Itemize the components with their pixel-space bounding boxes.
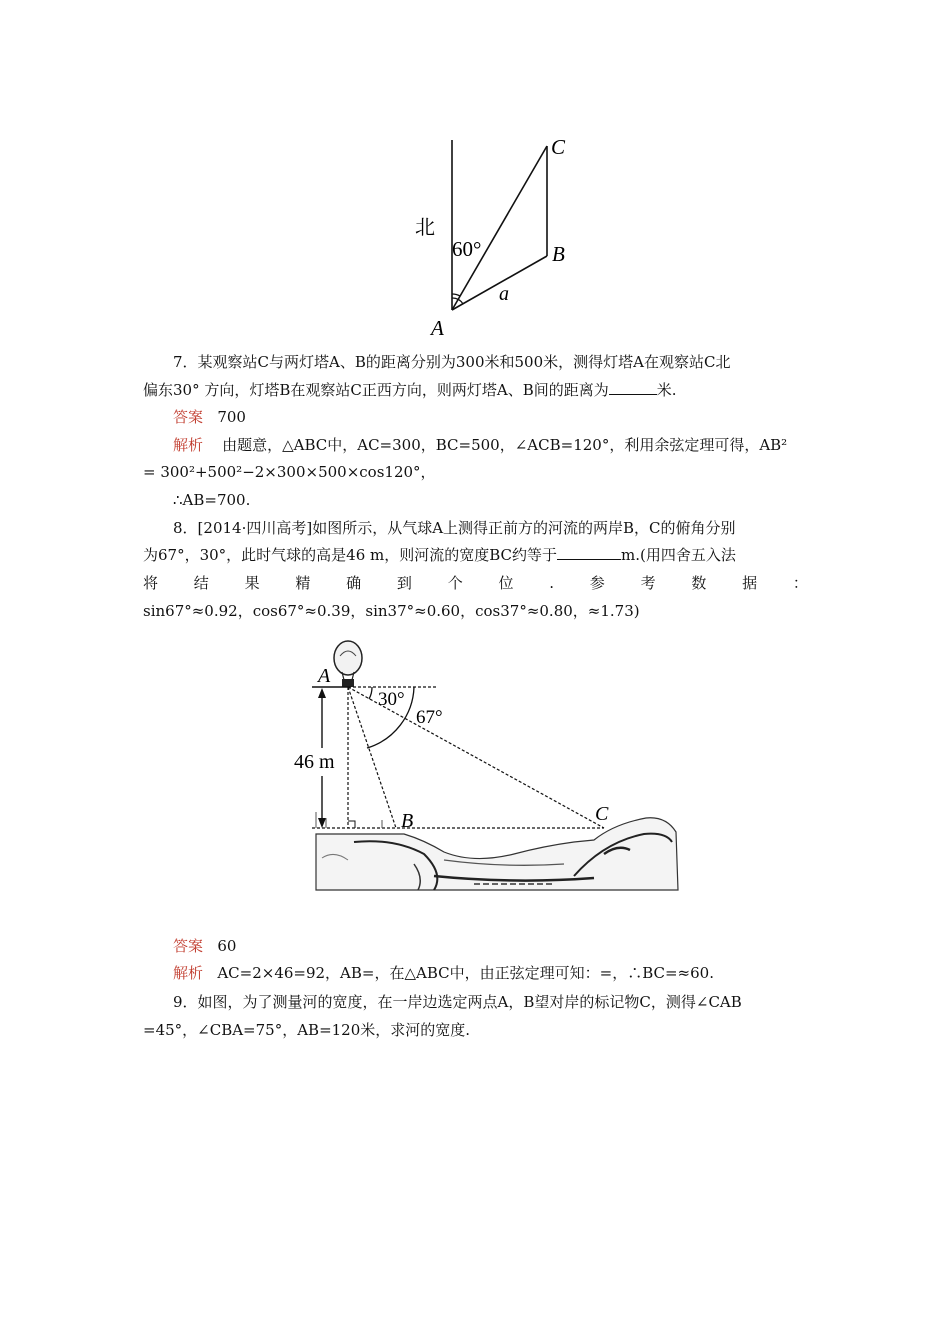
river-bank-drawing xyxy=(316,812,678,890)
q9-line1: 9．如图，为了测量河的宽度，在一岸边选定两点A，B望对岸的标记物C，测得∠CAB xyxy=(173,993,742,1011)
q8-char: . xyxy=(549,574,555,592)
balloon-river-figure xyxy=(274,628,710,930)
answer-value: 700 xyxy=(217,408,246,426)
q7-line2 xyxy=(143,380,677,400)
point-c-label: C xyxy=(551,135,566,159)
q8-char: 将 xyxy=(143,574,159,592)
solution-label: 解析 xyxy=(173,964,204,982)
point-c-label: C xyxy=(595,803,609,825)
angle-67-label: 67° xyxy=(416,707,443,728)
point-a-label: A xyxy=(431,316,444,340)
answer-8 xyxy=(173,936,236,956)
q8-char: 考 xyxy=(640,574,656,592)
point-b-label: B xyxy=(552,242,565,266)
q8-char: 个 xyxy=(447,574,463,592)
q8-line2-text: 为67°，30°，此时气球的高是46 m，则河流的宽度BC约等于 xyxy=(143,546,558,564)
q8-char: 数 xyxy=(691,574,707,592)
solution-label: 解析 xyxy=(173,436,204,454)
solution-7-line2: = 300²+500²−2×300×500×cos120°， xyxy=(143,463,436,481)
height-label: 46 m xyxy=(294,751,335,773)
solution-7-line1 xyxy=(173,435,787,455)
answer-blank xyxy=(557,545,621,560)
q8-line2 xyxy=(143,545,736,565)
solution-text: AC=2×46=92，AB=，在△ABC中，由正弦定理可知：=，∴BC=≈60. xyxy=(217,964,714,982)
solution-8 xyxy=(173,963,714,983)
lighthouse-figure xyxy=(405,128,580,340)
side-a-label: a xyxy=(499,283,509,305)
q8-char: 到 xyxy=(396,574,412,592)
q7-line1: 7．某观察站C与两灯塔A、B的距离分别为300米和500米，测得灯塔A在观察站C北 xyxy=(173,353,731,371)
q8-char: 果 xyxy=(244,574,260,592)
point-b-label: B xyxy=(401,810,414,832)
answer-7 xyxy=(173,407,246,427)
q7-line2-text: 偏东30° 方向，灯塔B在观察站C正西方向，则两灯塔A、B间的距离为 xyxy=(143,381,609,399)
solution-7-line3: ∴AB=700. xyxy=(173,491,251,509)
q8-char: 精 xyxy=(295,574,311,592)
answer-label: 答案 xyxy=(173,408,204,426)
q7-line2-tail: 米. xyxy=(656,381,677,399)
q8-line2-tail: m.(用四舍五入法 xyxy=(621,546,736,564)
q8-char: 结 xyxy=(193,574,209,592)
q9-line2: =45°，∠CBA=75°，AB=120米，求河的宽度. xyxy=(143,1021,471,1039)
q8-line3 xyxy=(143,573,808,593)
q8-char: 据 xyxy=(742,574,758,592)
north-label: 北 xyxy=(415,217,435,239)
angle-30-label: 30° xyxy=(378,689,405,710)
answer-label: 答案 xyxy=(173,937,204,955)
q8-char: 参 xyxy=(589,574,605,592)
q8-line1: 8．[2014·四川高考]如图所示，从气球A上测得正前方的河流的两岸B，C的俯角分别 xyxy=(173,519,736,537)
solution-text: 由题意，△ABC中，AC=300，BC=500，∠ACB=120°，利用余弦定理可得，AB² xyxy=(222,436,788,454)
q8-char: ： xyxy=(792,574,808,592)
answer-value: 60 xyxy=(217,937,237,955)
answer-blank xyxy=(609,380,657,395)
point-a-label: A xyxy=(318,665,331,687)
q8-line4: sin67°≈0.92，cos67°≈0.39，sin37°≈0.60，cos37°≈0.80，≈1.73) xyxy=(143,602,640,620)
balloon-icon xyxy=(334,641,362,687)
q8-char: 位 xyxy=(498,574,514,592)
angle-label: 60° xyxy=(452,237,482,261)
q8-char: 确 xyxy=(346,574,362,592)
